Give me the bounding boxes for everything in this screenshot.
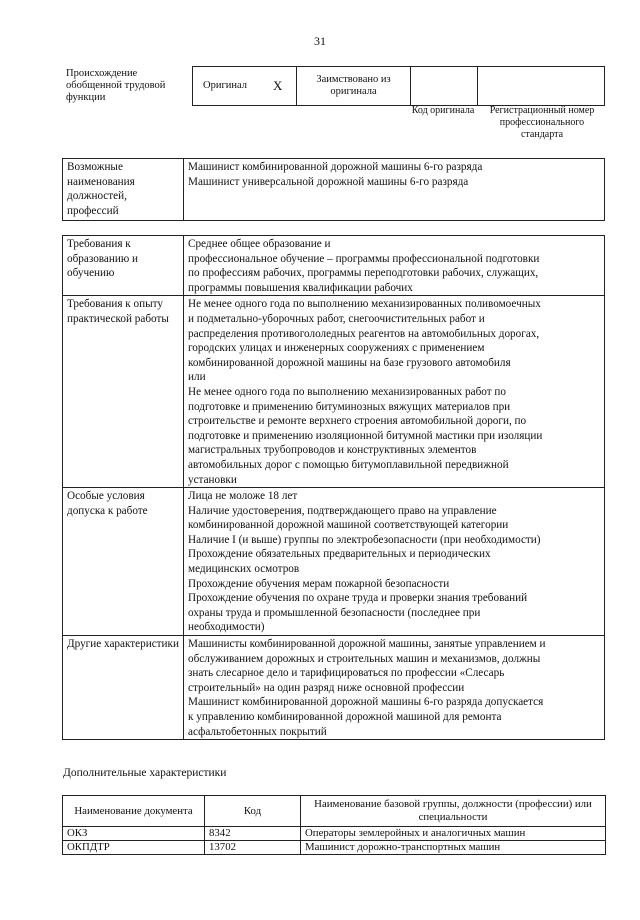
requirement-value: [184, 296, 605, 488]
table-row: [63, 841, 606, 855]
origin-table: [192, 66, 605, 106]
additional-title: Дополнительные характеристики: [63, 767, 227, 779]
requirement-label: Другие характеристики: [63, 636, 184, 740]
origin-reg-caption: Регистрационный номер профессионального стандарта: [489, 105, 595, 140]
requirement-label: Требования к образованию и обучению: [63, 236, 184, 296]
requirement-line: распределения противогололедных реагентов на автомобильных дорогах,: [188, 327, 540, 340]
origin-code-cell: [411, 67, 478, 106]
requirement-label: Требования к опыту практической работы: [63, 296, 184, 488]
requirement-line: городских улицах и инженерных сооружениях с применением: [188, 342, 485, 355]
origin-original-label: Оригинал: [203, 80, 247, 91]
positions-value: [184, 159, 605, 221]
row-description: Операторы землеройных и аналогичных машин: [301, 827, 606, 841]
requirements-row: [63, 488, 605, 636]
requirement-line: строительный» на один разряд ниже основной профессии: [188, 681, 465, 694]
requirements-table: [62, 235, 605, 740]
requirement-line: необходимости): [188, 621, 265, 634]
requirement-value: [184, 636, 605, 740]
positions-table: [62, 158, 605, 221]
positions-line: Машинист универсальной дорожной машины 6-го разряда: [188, 175, 469, 188]
requirement-line: знать слесарное дело и тарифицироваться по профессии «Слесарь: [188, 667, 505, 680]
origin-borrowed-cell: Заимствовано из оригинала: [297, 67, 411, 106]
requirement-label: Особые условия допуска к работе: [63, 488, 184, 636]
requirement-line: асфальтобетонных покрытий: [188, 725, 327, 738]
requirement-line: по профессиям рабочих, программы переподготовки рабочих, служащих,: [188, 267, 539, 280]
requirement-line: Машинист комбинированной дорожной машины 6-го разряда допускается: [188, 696, 544, 709]
requirement-line: подготовке и применению битуминозных вяжущих материалов при: [188, 400, 511, 413]
positions-row: [63, 159, 605, 221]
requirement-line: к управлению комбинированной дорожной машиной для ремонта: [188, 711, 502, 723]
row-document-name: ОКПДТР: [63, 841, 205, 855]
requirements-row: [63, 236, 605, 296]
requirement-line: автомобильных дорог с помощью битумоплавильной передвижной: [188, 458, 509, 471]
requirement-line: Прохождение обучения по охране труда и проверки знания требований: [188, 592, 528, 605]
requirement-line: Прохождение обязательных предварительных и периодических: [188, 548, 491, 561]
requirement-line: охраны труда и промышленной безопасности (последнее при: [188, 606, 481, 619]
requirement-line: медицинских осмотров: [188, 563, 300, 576]
row-code: 8342: [205, 827, 301, 841]
row-document-name: ОКЗ: [63, 827, 205, 841]
header-code: Код: [205, 796, 301, 827]
origin-reg-cell: [478, 67, 605, 106]
requirement-line: Прохождение обучения мерам пожарной безопасности: [188, 577, 450, 590]
requirement-line: Наличие I (и выше) группы по электробезопасности (при необходимости): [188, 533, 541, 546]
requirements-row: [63, 296, 605, 488]
requirement-line: и подметально-уборочных работ, снегоочистительных работ и: [188, 312, 485, 325]
origin-original-cell: [193, 67, 297, 106]
requirement-line: Не менее одного года по выполнению механизированных поливомоечных: [188, 298, 541, 311]
positions-line: Машинист комбинированной дорожной машины 6-го разряда: [188, 161, 483, 173]
requirement-line: или: [188, 371, 206, 384]
page-number: 31: [314, 34, 326, 48]
requirement-line: комбинированной дорожной машиной соответствующей категории: [188, 519, 509, 532]
requirement-value: [184, 236, 605, 296]
header-document-name: Наименование документа: [63, 796, 205, 827]
requirement-line: Наличие удостоверения, подтверждающего право на управление: [188, 504, 497, 517]
table-row: [63, 827, 606, 841]
header-description: Наименование базовой группы, должности (профессии) или специальности: [301, 796, 606, 827]
requirement-line: магистральных трубопроводов и конструктивных элементов: [188, 444, 477, 457]
requirement-line: Не менее одного года по выполнению механизированных работ по: [188, 385, 506, 398]
origin-label: Происхождение обобщенной трудовой функции: [66, 68, 166, 103]
row-code: 13702: [205, 841, 301, 855]
row-description: Машинист дорожно-транспортных машин: [301, 841, 606, 855]
requirements-row: [63, 636, 605, 740]
additional-table: [62, 795, 606, 855]
requirement-line: Среднее общее образование и: [188, 238, 331, 250]
requirement-line: профессиональное обучение – программы профессиональной подготовки: [188, 252, 540, 265]
requirement-line: установки: [188, 473, 237, 486]
origin-code-caption: Код оригинала: [411, 105, 475, 116]
requirement-line: Лица не моложе 18 лет: [188, 490, 298, 503]
requirement-line: Машинисты комбинированной дорожной машины, занятые управлением и: [188, 638, 546, 651]
requirement-value: [184, 488, 605, 636]
additional-header-row: [63, 796, 606, 827]
origin-original-mark: X: [273, 78, 283, 93]
positions-label: Возможные наименования должностей, профессий: [63, 159, 184, 221]
requirement-line: программы повышения квалификации рабочих: [188, 281, 413, 294]
requirement-line: комбинированной дорожной машины на базе грузового автомобиля: [188, 356, 511, 369]
requirement-line: строительстве и ремонте верхнего строения автомобильной дороги, по: [188, 415, 527, 428]
requirement-line: обслуживанием дорожных и строительных машин и механизмов, должны: [188, 652, 541, 665]
requirement-line: подготовке и применению изоляционной битумной мастики при изоляции: [188, 429, 543, 442]
